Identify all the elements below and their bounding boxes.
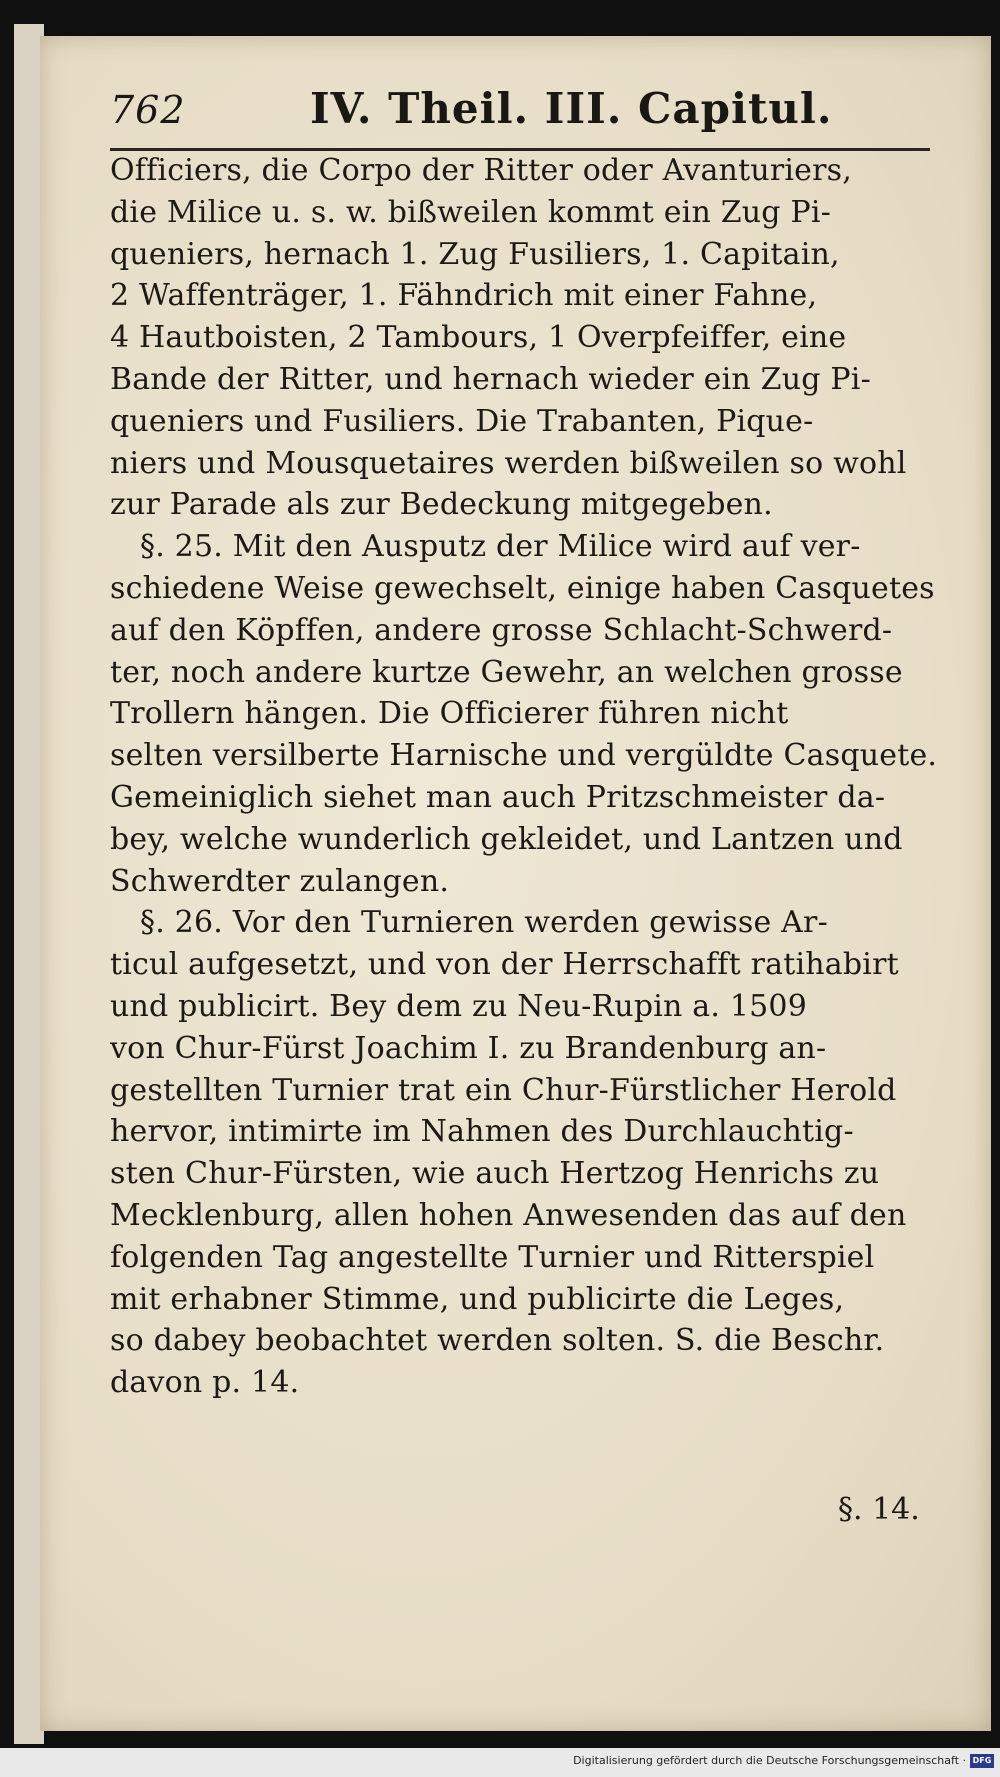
text-line: so dabey beobachtet werden solten. S. die Beschr.	[110, 1323, 885, 1359]
text-line: 4 Hautboisten, 2 Tambours, 1 Overpfeiffer, eine	[110, 320, 847, 356]
text-line: Officiers, die Corpo der Ritter oder Avanturiers,	[110, 153, 853, 188]
text-line: mit erhabner Stimme, und publicirte die Leges,	[110, 1281, 845, 1317]
text-line: schiedene Weise gewechselt, einige haben Casquetes	[110, 570, 935, 606]
text-line: selten versilberte Harnische und vergüldte Casquete.	[110, 738, 938, 774]
dfg-logo: DFG	[970, 1754, 994, 1768]
funding-note: Digitalisierung gefördert durch die Deutsche Forschungsgemeinschaft ·	[573, 1754, 966, 1767]
text-line: Bande der Ritter, und hernach wieder ein Zug Pi-	[110, 361, 871, 397]
text-line: ter, noch andere kurtze Gewehr, an welchen grosse	[110, 654, 903, 690]
text-line: von Chur-Fürst Joachim I. zu Brandenburg an-	[110, 1030, 827, 1066]
text-line: Schwerdter zulangen.	[110, 863, 450, 899]
text-line: folgenden Tag angestellte Turnier und Ritterspiel	[110, 1239, 875, 1275]
page-number: 762	[110, 88, 186, 132]
text-line: bey, welche wunderlich gekleidet, und Lantzen und	[110, 821, 903, 857]
text-line: Trollern hängen. Die Officierer führen nicht	[110, 696, 789, 732]
text-line: queniers, hernach 1. Zug Fusiliers, 1. Capitain,	[110, 236, 840, 272]
body-text	[110, 150, 940, 1404]
text-line: davon p. 14.	[110, 1365, 300, 1401]
text-line: und publicirt. Bey dem zu Neu-Rupin a. 1509	[110, 988, 807, 1024]
text-line: hervor, intimirte im Nahmen des Durchlauchtig-	[110, 1114, 854, 1150]
digitization-footer	[0, 1748, 1000, 1777]
text-line: Gemeiniglich siehet man auch Pritzschmeister da-	[110, 779, 886, 815]
page-header	[110, 78, 930, 148]
text-line: sten Chur-Fürsten, wie auch Hertzog Henrichs zu	[110, 1156, 880, 1192]
text-line: niers und Mousquetaires werden bißweilen so wohl	[110, 445, 907, 481]
text-line: Mecklenburg, allen hohen Anwesenden das auf den	[110, 1197, 907, 1233]
text-line: 2 Waffenträger, 1. Fähndrich mit einer Fahne,	[110, 278, 818, 314]
text-line: zur Parade als zur Bedeckung mitgegeben.	[110, 487, 773, 523]
paragraph-26-start: §. 26. Vor den Turnieren werden gewisse Ar-	[140, 905, 828, 941]
text-line: ticul aufgesetzt, und von der Herrschafft ratihabirt	[110, 947, 899, 983]
running-head: IV. Theil. III. Capitul.	[310, 84, 833, 133]
text-line: queniers und Fusiliers. Die Trabanten, Pique-	[110, 403, 814, 439]
text-line: die Milice u. s. w. bißweilen kommt ein Zug Pi-	[110, 194, 831, 230]
text-line: auf den Köpffen, andere grosse Schlacht-Schwerd-	[110, 612, 893, 648]
paragraph-25-start: §. 25. Mit den Ausputz der Milice wird auf ver-	[140, 529, 861, 565]
catchword: §. 14.	[838, 1492, 920, 1527]
text-line: gestellten Turnier trat ein Chur-Fürstlicher Herold	[110, 1072, 897, 1108]
